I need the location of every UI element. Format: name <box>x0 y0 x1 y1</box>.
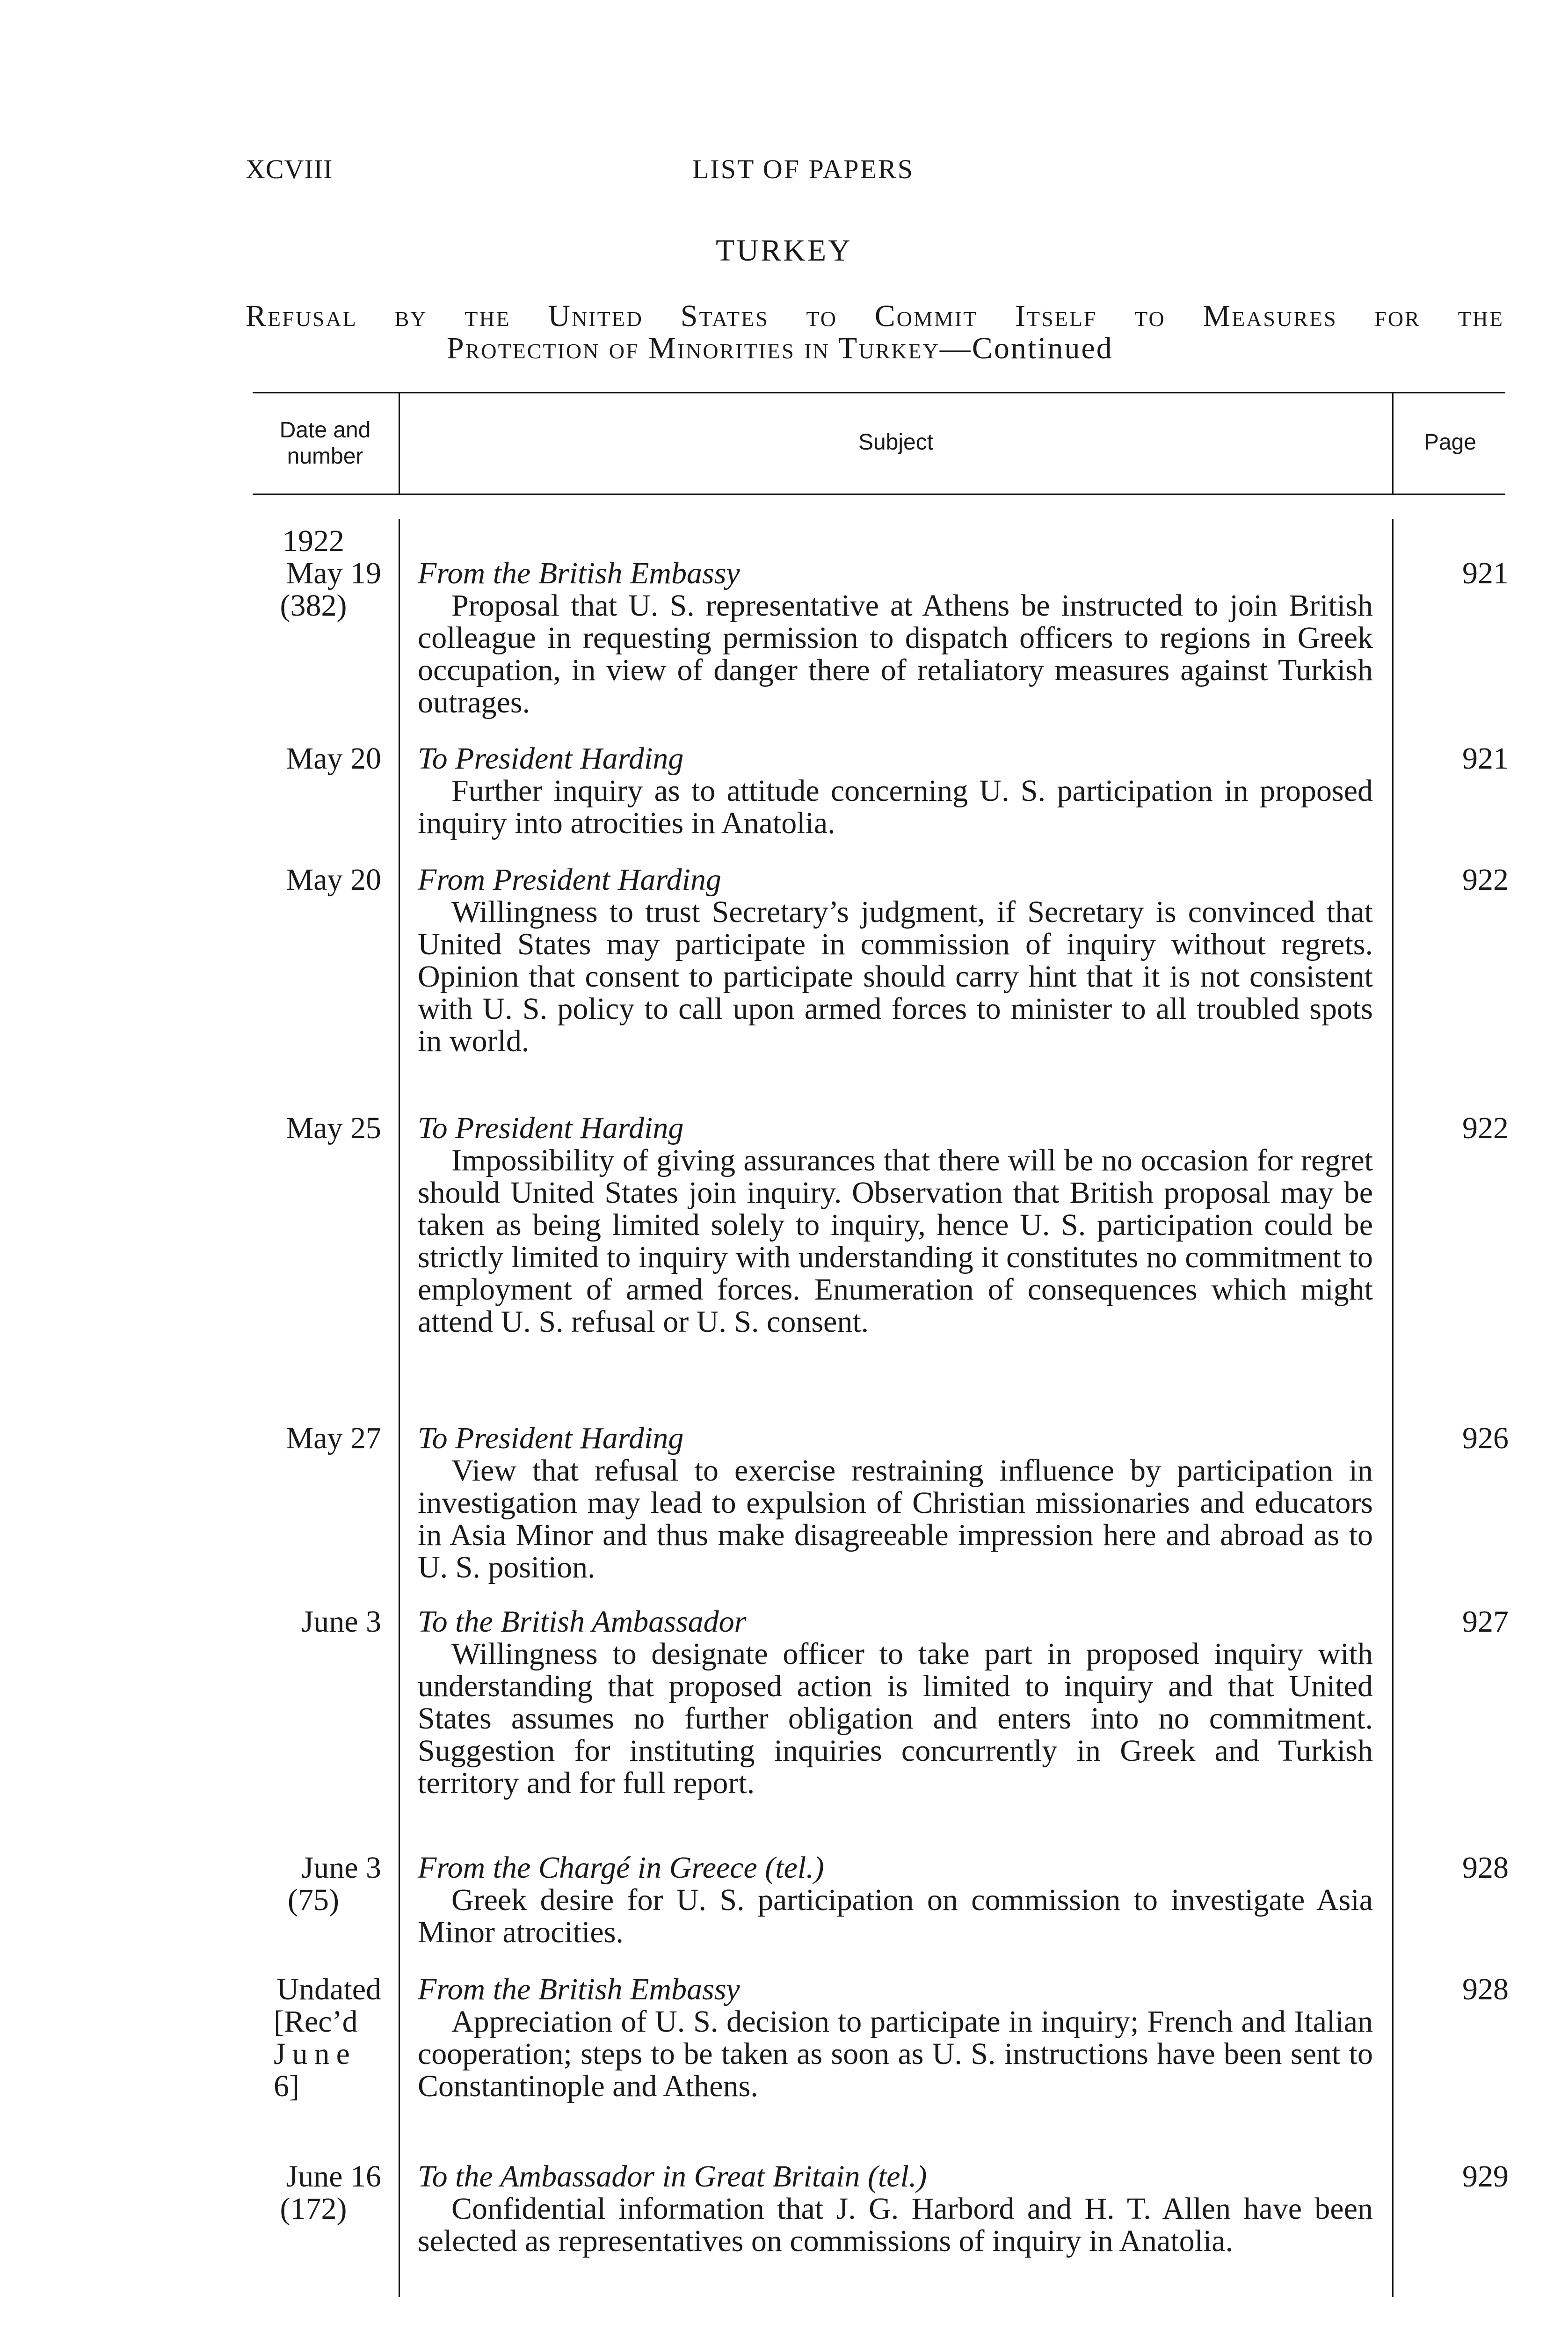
list-item-date: June 3 <box>301 1605 381 1639</box>
list-item: To President Harding Impossibility of giving assurances that there will be no occasion for regret should United States join inquiry. Observation that British proposal may be taken as being limited solely to inquiry, hence U. S. participation could be strictly limited to inquiry with understanding it constitutes no commitment to employment of armed forces. Enumeration of consequences which might attend U. S. refusal or U. S. consent. <box>418 1111 1373 1339</box>
table-header-rule <box>253 494 1505 495</box>
list-item: From the Chargé in Greece (tel.) Greek desire for U. S. participation on commission to investigate Asia Minor atrocities. <box>418 1851 1373 1949</box>
list-item-date: Undated [Rec’d June 6] <box>274 1972 381 2103</box>
table-top-rule <box>253 392 1505 393</box>
list-item-date: 1922 May 19 (382) <box>246 525 381 622</box>
page-ref: 922 <box>1462 863 1509 897</box>
list-item: From the British Embassy Appreciation of U. S. decision to participate in inquiry; French and Italian cooperation; steps to be taken as soon as U. S. instructions have been sent to Constantinople and Athens. <box>418 1972 1373 2103</box>
year: 1922 <box>283 524 344 558</box>
column-divider-page <box>1392 392 1394 494</box>
section-title: TURKEY <box>716 233 852 268</box>
subtitle-continued: —Continued <box>939 331 1113 365</box>
header-subject: Subject <box>858 430 934 455</box>
page-ref: 922 <box>1462 1111 1509 1145</box>
list-item: To President Harding Further inquiry as to attitude concerning U. S. participation in proposed inquiry into atrocities in Anatolia. <box>418 741 1373 840</box>
page-ref: 921 <box>1462 556 1509 590</box>
list-item: To the Ambassador in Great Britain (tel.) Confidential information that J. G. Harbord and H. T. Allen have been selected as representatives on commissions of inquiry in Anatolia. <box>418 2159 1373 2258</box>
list-item-date: May 20 <box>286 741 381 776</box>
list-item-date: May 27 <box>286 1421 381 1455</box>
list-item: From the British Embassy Proposal that U. S. representative at Athens be instructed to join British colleague in requesting permission to dispatch officers to regions in Greek occupation, in view of danger there of retaliatory measures against Turkish outrages. <box>418 556 1373 719</box>
list-item-date: May 25 <box>286 1111 381 1145</box>
column-divider-date <box>399 392 400 494</box>
list-item-date: May 20 <box>286 863 381 897</box>
page-number: XCVIII <box>246 154 333 184</box>
column-divider-page-body <box>1392 519 1394 2297</box>
page-ref: 927 <box>1462 1605 1509 1639</box>
header-page: Page <box>1423 430 1477 455</box>
list-item: To President Harding View that refusal to exercise restraining influence by participation in investigation may lead to expulsion of Christian missionaries and educators in Asia Minor and thus make disagreeable impression here and abroad as to U. S. position. <box>418 1421 1373 1584</box>
section-subtitle-2 <box>246 331 1504 366</box>
column-divider-date-body <box>399 519 400 2297</box>
subtitle-line-1: Refusal by the United States to Commit Itself to Measures for the <box>246 299 1504 333</box>
subtitle-line-2: Protection of Minorities in Turkey <box>447 331 940 365</box>
list-item: From President Harding Willingness to trust Secretary’s judgment, if Secretary is convinced that United States may participate in commission of inquiry without regrets. Opinion that consent to participate should carry hint that it is not consistent with U. S. policy to call upon armed forces to minister to all troubled spots in world. <box>418 863 1373 1058</box>
page-ref: 928 <box>1462 1851 1509 1885</box>
list-item: To the British Ambassador Willingness to designate officer to take part in proposed inquiry with understanding that proposed action is limited to inquiry and that United States assumes no further obligation and enters into no commitment. Suggestion for instituting inquiries concurrently in Greek and Turkish territory and for full report. <box>418 1605 1373 1800</box>
list-item-date: June 3 (75) <box>288 1851 381 1917</box>
section-subtitle <box>246 298 1504 334</box>
page-ref: 921 <box>1462 741 1509 776</box>
page-ref: 926 <box>1462 1421 1509 1455</box>
page-ref: 929 <box>1462 2159 1509 2194</box>
list-item-date: June 16 (172) <box>280 2159 381 2226</box>
page-ref: 928 <box>1462 1972 1509 2006</box>
header-date-number: Date and number <box>279 418 371 469</box>
running-title: LIST OF PAPERS <box>692 154 914 184</box>
